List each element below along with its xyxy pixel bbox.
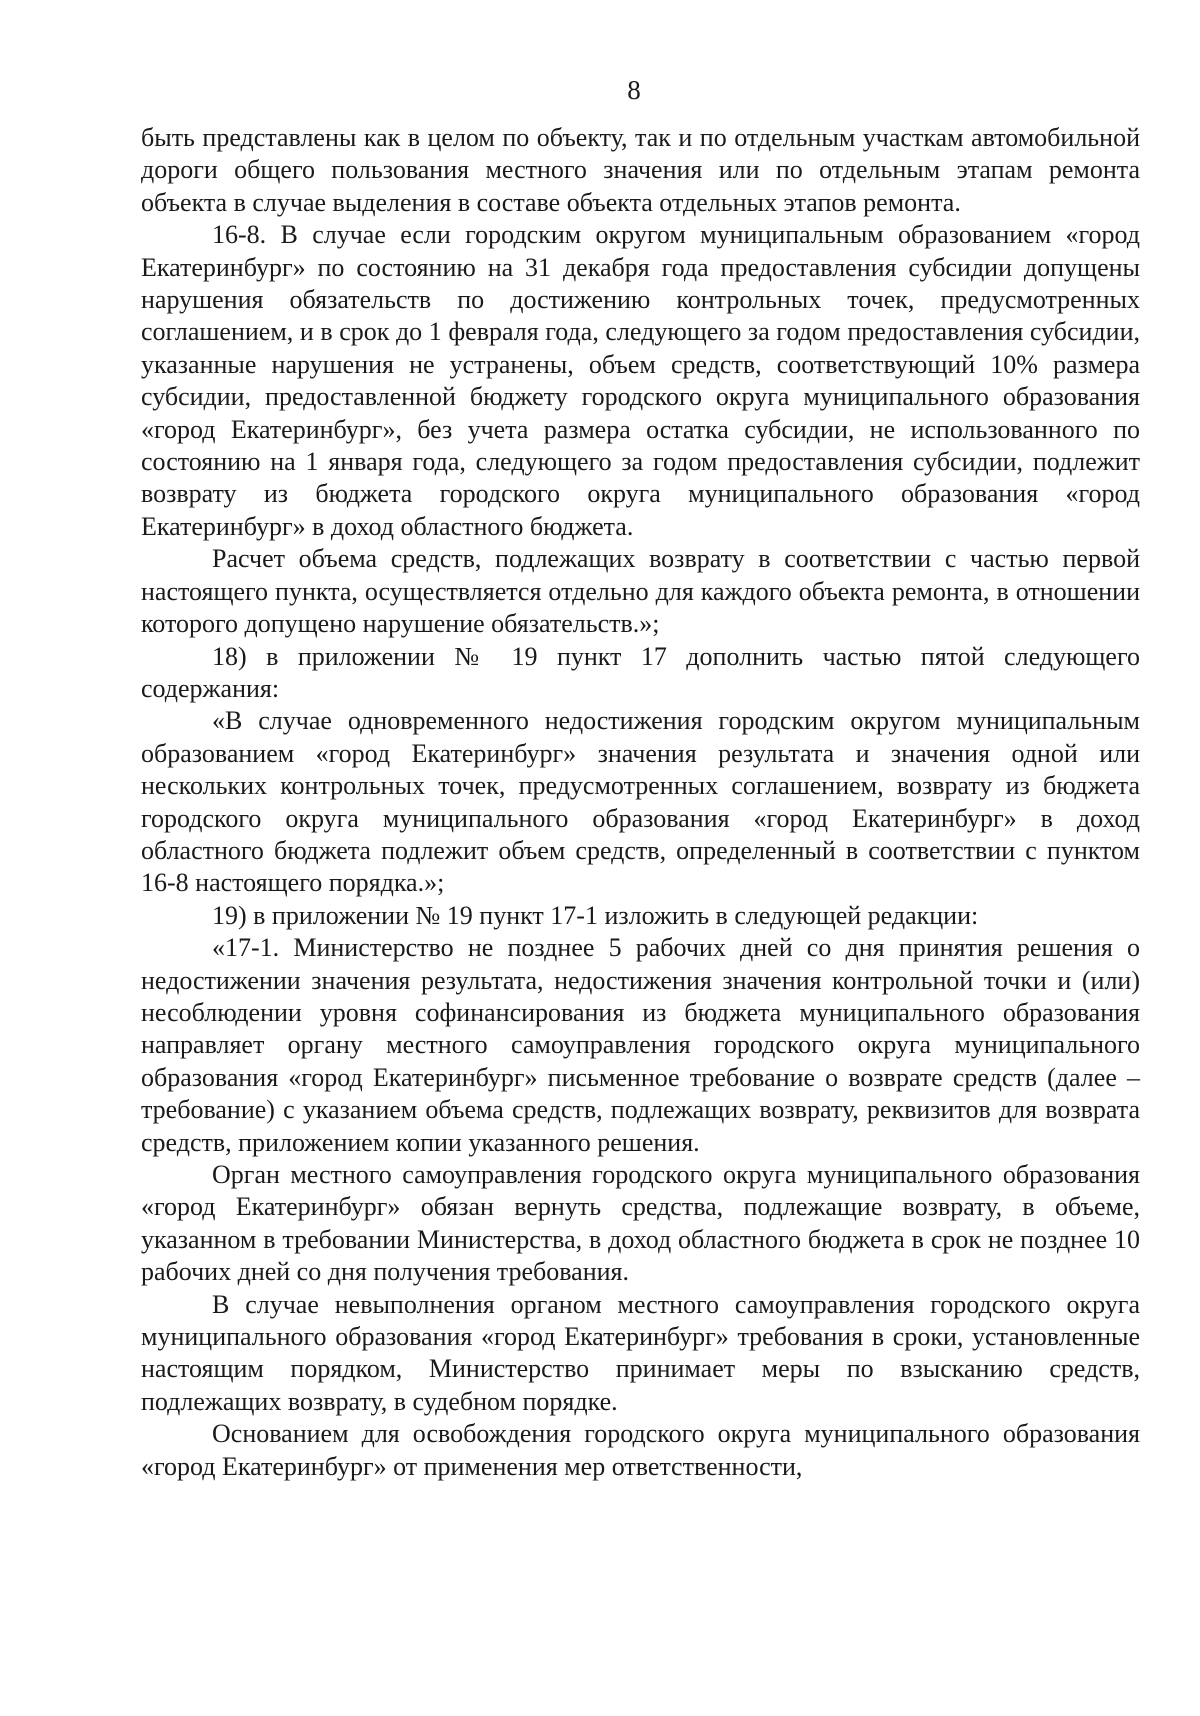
paragraph-continuation: быть представлены как в целом по объекту, так и по отдельным участкам автомобильной дороги общего пользования местного значения или по отдельным этапам ремонта объекта в случае выделения в составе объекта отдельных этапов ремонта. <box>141 123 1140 217</box>
paragraph-calculation: Расчет объема средств, подлежащих возврату в соответствии с частью первой настоящего пункта, осуществляется отдельно для каждого объекта ремонта, в отношении которого допущено нарушение обязательств.»; <box>141 544 1140 639</box>
paragraph-return-obligation: Орган местного самоуправления городского округа муниципального образования «город Екатеринбург» обязан вернуть средства, подлежащие возврату, в объеме, указанном в требовании Министерства, в доход областного бюджета в срок не позднее 10 рабочих дней со дня получения требования. <box>141 1160 1140 1287</box>
paragraph-item-19: 19) в приложении № 19 пункт 17-1 изложить в следующей редакции: <box>212 900 979 930</box>
paragraph-item-18: 18) в приложении № 19 пункт 17 дополнить частью пятой следующего содержания: <box>141 641 1140 703</box>
paragraph-item-18-quote: «В случае одновременного недостижения городским округом муниципальным образованием «город Екатеринбург» значения результата и значения одной или нескольких контрольных точек, предусмотренных соглашением, возврату из бюджета городского округа муниципального образования «город Екатеринбург» в доход областного бюджета подлежит объем средств, определенный в соответствии с пунктом 16-8 настоящего порядка.»; <box>141 706 1140 898</box>
paragraph-non-compliance: В случае невыполнения органом местного самоуправления городского округа муниципального образования «город Екатеринбург» требования в сроки, установленные настоящим порядком, Министерство принимает меры по взысканию средств, подлежащих возврату, в судебном порядке. <box>141 1289 1140 1416</box>
page-number: 8 <box>627 75 641 105</box>
paragraph-exemption-basis: Основанием для освобождения городского округа муниципального образования «город Екатеринбург» от применения мер ответственности, <box>141 1419 1140 1481</box>
paragraph-clause-17-1: «17-1. Министерство не позднее 5 рабочих дней со дня принятия решения о недостижении значения результата, недостижения значения контрольной точки и (или) несоблюдении уровня софинансирования из бюджета муниципального образования направляет органу местного самоуправления городского округа муниципального образования «город Екатеринбург» письменное требование о возврате средств (далее – требование) с указанием объема средств, подлежащих возврату, реквизитов для возврата средств, приложением копии указанного решения. <box>141 933 1140 1157</box>
paragraph-clause-16-8: 16-8. В случае если городским округом муниципальным образованием «город Екатеринбург» по состоянию на 31 декабря года предоставления субсидии допущены нарушения обязательств по достижению контрольных точек, предусмотренных соглашением, и в срок до 1 февраля года, следующего за годом предоставления субсидии, указанные нарушения не устранены, объем средств, соответствующий 10% размера субсидии, предоставленной бюджету городского округа муниципального образования «город Екатеринбург», без учета размера остатка субсидии, не использованного по состоянию на 1 января года, следующего за годом предоставления субсидии, подлежит возврату из бюджета городского округа муниципального образования «город Екатеринбург» в доход областного бюджета. <box>141 220 1140 541</box>
document-body <box>141 122 1140 1483</box>
